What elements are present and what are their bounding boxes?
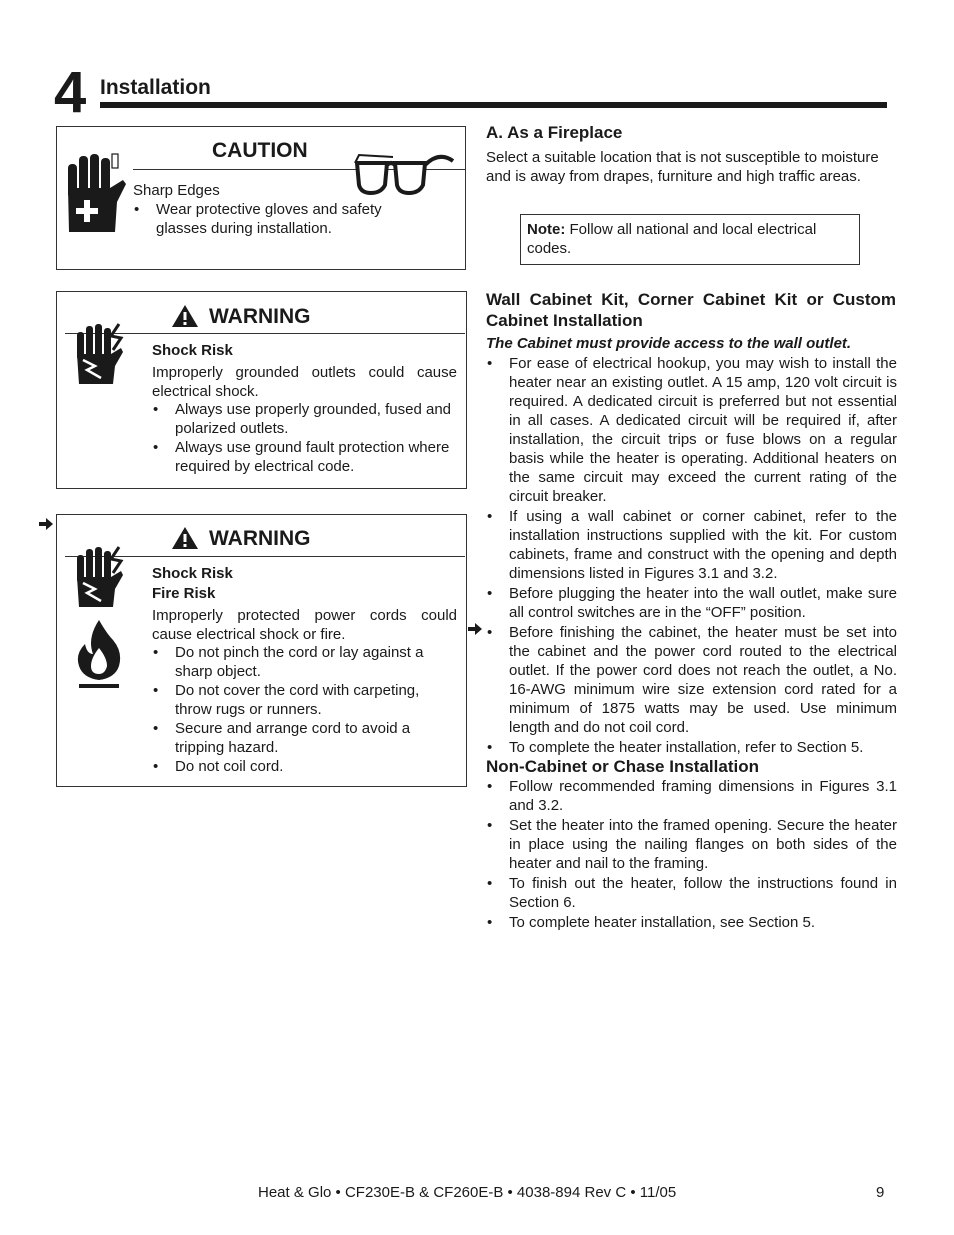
caution-title: CAUTION xyxy=(212,139,308,162)
fireplace-heading: A. As a Fireplace xyxy=(486,123,623,142)
chase-bullet-1: • Follow recommended framing dimensions in Figures 3.1 and 3.2. xyxy=(486,777,897,815)
section-number: 4 xyxy=(54,60,85,125)
warning1-intro: Improperly grounded outlets could cause electrical shock. xyxy=(152,364,457,400)
chase-heading: Non-Cabinet or Chase Installation xyxy=(486,757,759,776)
chase-bullet-4: • To complete heater installation, see Section 5. xyxy=(486,913,897,932)
cabinet-heading: Wall Cabinet Kit, Corner Cabinet Kit or Custom Cabinet Installation xyxy=(486,290,896,330)
flame-icon xyxy=(73,618,125,690)
warning2-risk-shock: Shock Risk xyxy=(152,565,233,582)
change-marker-arrow-icon xyxy=(468,623,482,635)
caution-subtitle: Sharp Edges xyxy=(133,182,220,199)
glove-hand-icon xyxy=(65,152,127,236)
chase-bullet-3: • To finish out the heater, follow the instructions found in Section 6. xyxy=(486,874,897,912)
caution-bullets xyxy=(133,200,391,238)
cabinet-bullet-4: • Before finishing the cabinet, the heater must be set into the cabinet and the power cord routed to the electrical outlet. If the power cord does not reach the outlet, a No. 16-AWG minimum wire size extension cord rated for a minimum of 1875 watts may be used. Use minimum length and do not coil cord. xyxy=(486,623,897,737)
cabinet-bullet-5: • To complete the heater installation, refer to Section 5. xyxy=(486,738,897,757)
caution-bullet-1: • Wear protective gloves and safety glasses during installation. xyxy=(133,200,391,238)
warning-shock-box xyxy=(56,291,467,489)
note-box xyxy=(520,214,860,265)
warning2-title: WARNING xyxy=(209,527,311,550)
note-label: Note: xyxy=(527,221,566,238)
chase-bullet-2: • Set the heater into the framed opening. Secure the heater in place using the nailing flanges on both sides of the heater and nail to the framing. xyxy=(486,816,897,873)
warning1-bullet-2: • Always use ground fault protection where required by electrical code. xyxy=(152,438,457,476)
cabinet-bullet-2: • If using a wall cabinet or corner cabinet, refer to the installation instructions supplied with the kit. For custom cabinets, frame and construct with the opening and depth dimensions listed in Figures 3.1 and 3.2. xyxy=(486,507,897,583)
section-rule xyxy=(100,102,887,108)
page-number: 9 xyxy=(876,1184,885,1201)
footer-text: Heat & Glo • CF230E-B & CF260E-B • 4038-894 Rev C • 11/05 xyxy=(258,1184,677,1201)
alert-triangle-icon xyxy=(171,304,199,328)
safety-glasses-icon xyxy=(353,149,457,199)
warning-shock-fire-box xyxy=(56,514,467,787)
electric-shock-hand-icon xyxy=(75,545,127,609)
caution-box xyxy=(56,126,466,270)
cabinet-bullets xyxy=(486,354,897,758)
warning1-title: WARNING xyxy=(209,305,311,328)
warning1-bullet-1: • Always use properly grounded, fused and polarized outlets. xyxy=(152,400,457,438)
electric-shock-hand-icon xyxy=(75,322,127,386)
warning2-bullet-4: • Do not coil cord. xyxy=(152,757,457,776)
warning2-bullet-2: • Do not cover the cord with carpeting, throw rugs or runners. xyxy=(152,681,457,719)
warning2-bullet-1: • Do not pinch the cord or lay against a sharp object. xyxy=(152,643,457,681)
note-text: Follow all national and local electrical codes. xyxy=(527,221,817,257)
alert-triangle-icon xyxy=(171,526,199,550)
section-title: Installation xyxy=(100,76,211,99)
warning1-bullets xyxy=(152,400,457,476)
chase-bullets xyxy=(486,777,897,933)
warning2-intro: Improperly protected power cords could cause electrical shock or fire. xyxy=(152,607,457,643)
warning1-risk: Shock Risk xyxy=(152,342,233,359)
change-marker-arrow-icon xyxy=(39,518,53,530)
fireplace-paragraph: Select a suitable location that is not susceptible to moisture and is away from drapes, furniture and high traffic areas. xyxy=(486,149,879,185)
cabinet-emphasis: The Cabinet must provide access to the wall outlet. xyxy=(486,335,852,352)
cabinet-bullet-3: • Before plugging the heater into the wall outlet, make sure all control switches are in the “OFF” position. xyxy=(486,584,897,622)
warning2-bullet-3: • Secure and arrange cord to avoid a tripping hazard. xyxy=(152,719,457,757)
warning2-bullets xyxy=(152,643,457,776)
warning2-risk-fire: Fire Risk xyxy=(152,585,216,602)
cabinet-bullet-1: • For ease of electrical hookup, you may wish to install the heater near an existing outlet. A 15 amp, 120 volt circuit is required. A dedicated circuit is preferred but not essential in all cases. A dedicated circuit will be required if, after installation, the circuit trips or fuse blows on a regular basis while the heater is operating. Additional heaters on the same circuit may exceed the current rating of the circuit breaker. xyxy=(486,354,897,506)
